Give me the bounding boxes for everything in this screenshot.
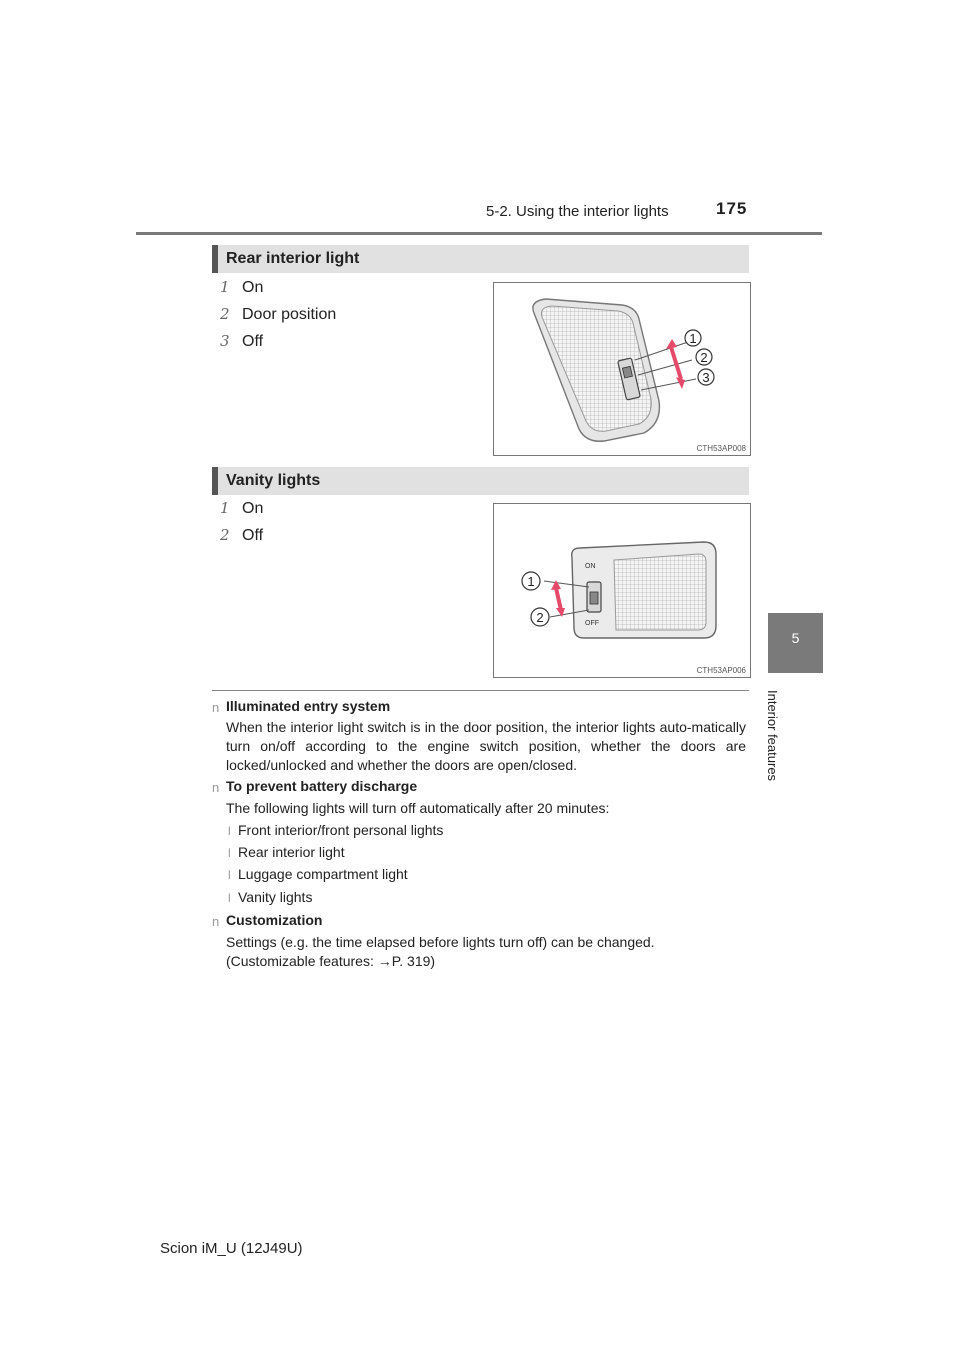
rear-light-illustration — [494, 283, 750, 455]
rear-light-heading: Rear interior light — [226, 250, 360, 267]
vanity-callout-2: 2 — [536, 610, 544, 625]
battery-list-item: Luggage compartment light — [238, 866, 408, 882]
item-number: 2 — [220, 526, 230, 544]
item-label: On — [242, 500, 264, 517]
battery-list-item: Vanity lights — [238, 889, 313, 905]
battery-list-item: Front interior/front personal lights — [238, 822, 444, 838]
footer-model-code: Scion iM_U (12J49U) — [160, 1240, 303, 1257]
rear-light-heading-bar — [212, 245, 749, 273]
item-label: Door position — [242, 306, 337, 323]
rear-callout-2: 2 — [700, 350, 708, 365]
vanity-heading-bar — [212, 467, 749, 495]
battery-list-item: Rear interior light — [238, 844, 345, 860]
note-title-battery: To prevent battery discharge — [226, 778, 418, 794]
vanity-heading: Vanity lights — [226, 472, 321, 489]
section-header-title: 5-2. Using the interior lights — [486, 203, 669, 220]
item-number: 1 — [220, 499, 230, 517]
rear-item-door — [220, 305, 336, 327]
rear-callout-3: 3 — [702, 370, 710, 385]
chapter-label-text: Interior features — [765, 690, 780, 782]
vanity-on-label: ON — [585, 563, 596, 570]
note-body-customization-line2: (Customizable features: →P. 319) — [226, 953, 436, 969]
figure-code: CTH53AP008 — [696, 444, 746, 453]
rear-item-off — [220, 332, 263, 354]
rear-item-on — [220, 278, 263, 300]
item-number: 3 — [220, 332, 230, 350]
note-title-customization: Customization — [226, 912, 323, 928]
page-number: 175 — [716, 199, 748, 218]
chapter-side-label — [765, 690, 790, 790]
vanity-light-illustration — [494, 504, 750, 677]
note-bullet: n — [212, 700, 220, 715]
item-number: 1 — [220, 278, 230, 296]
item-label: On — [242, 279, 264, 296]
header-divider — [136, 232, 822, 235]
sub-bullet: l — [228, 824, 231, 838]
note-title-illuminated: Illuminated entry system — [226, 698, 391, 714]
vanity-callout-1: 1 — [527, 574, 535, 589]
chapter-tab: 5 — [768, 613, 823, 673]
rear-light-figure — [493, 282, 751, 456]
note-body-battery: The following lights will turn off automatically after 20 minutes: — [226, 800, 610, 816]
note-bullet: n — [212, 780, 220, 795]
sub-bullet: l — [228, 868, 231, 882]
vanity-off-label: OFF — [585, 620, 599, 627]
item-label: Off — [242, 527, 264, 544]
note-body-illuminated: When the interior light switch is in the door position, the interior lights auto-matically turn on/off according to the engine switch position, whether the doors are locked/unlocked and whether the doors are open/closed. — [226, 719, 746, 773]
sub-bullet: l — [228, 891, 231, 905]
item-label: Off — [242, 333, 264, 350]
note-body-customization-line1: Settings (e.g. the time elapsed before lights turn off) can be changed. — [226, 934, 655, 950]
sub-bullet: l — [228, 846, 231, 860]
figure-code: CTH53AP006 — [696, 666, 746, 675]
note-bullet: n — [212, 914, 220, 929]
rear-callout-1: 1 — [689, 331, 697, 346]
vanity-item-off — [220, 526, 263, 548]
vanity-item-on — [220, 499, 263, 521]
vanity-figure — [493, 503, 751, 678]
notes-divider — [212, 690, 749, 691]
item-number: 2 — [220, 305, 230, 323]
